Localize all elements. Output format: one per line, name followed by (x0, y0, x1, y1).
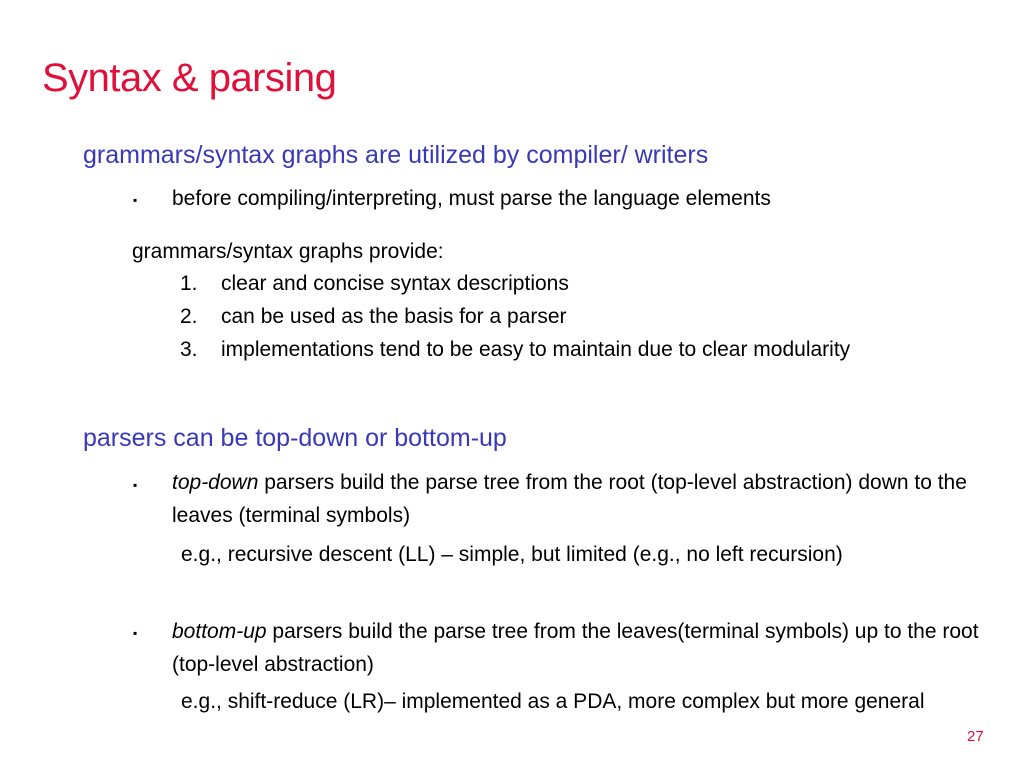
list-item-3: implementations tend to be easy to maintain due to clear modularity (221, 338, 851, 361)
example-top-down: e.g., recursive descent (LL) – simple, but limited (e.g., no left recursion) (181, 543, 843, 566)
example-bottom-up: e.g., shift-reduce (LR)– implemented as a PDA, more complex but more general (181, 690, 925, 713)
list-number-3: 3. (180, 338, 198, 361)
list-number-2: 2. (180, 305, 198, 328)
provide-intro: grammars/syntax graphs provide: (132, 240, 444, 263)
slide-title: Syntax & parsing (42, 56, 337, 100)
bullet-marker-icon: ▪ (133, 478, 138, 492)
desc-top-down: parsers build the parse tree from the root (top-level abstraction) down to the leaves (terminal symbols) (172, 471, 967, 527)
term-bottom-up: bottom-up (172, 620, 267, 643)
bullet-text-parse: before compiling/interpreting, must parse the language elements (172, 187, 771, 210)
section-heading-grammars: grammars/syntax graphs are utilized by compiler/ writers (83, 141, 709, 169)
section-heading-parsers: parsers can be top-down or bottom-up (83, 424, 507, 452)
bullet-text-bottom-up (172, 615, 992, 681)
bullet-marker-icon: ▪ (133, 193, 138, 207)
bullet-text-top-down (172, 466, 992, 532)
list-item-2: can be used as the basis for a parser (221, 305, 567, 328)
list-number-1: 1. (180, 272, 198, 295)
term-top-down: top-down (172, 471, 259, 494)
page-number: 27 (967, 728, 984, 745)
desc-bottom-up: parsers build the parse tree from the leaves(terminal symbols) up to the root (top-level abstraction) (172, 620, 979, 676)
bullet-marker-icon: ▪ (133, 626, 138, 640)
list-item-1: clear and concise syntax descriptions (221, 272, 569, 295)
